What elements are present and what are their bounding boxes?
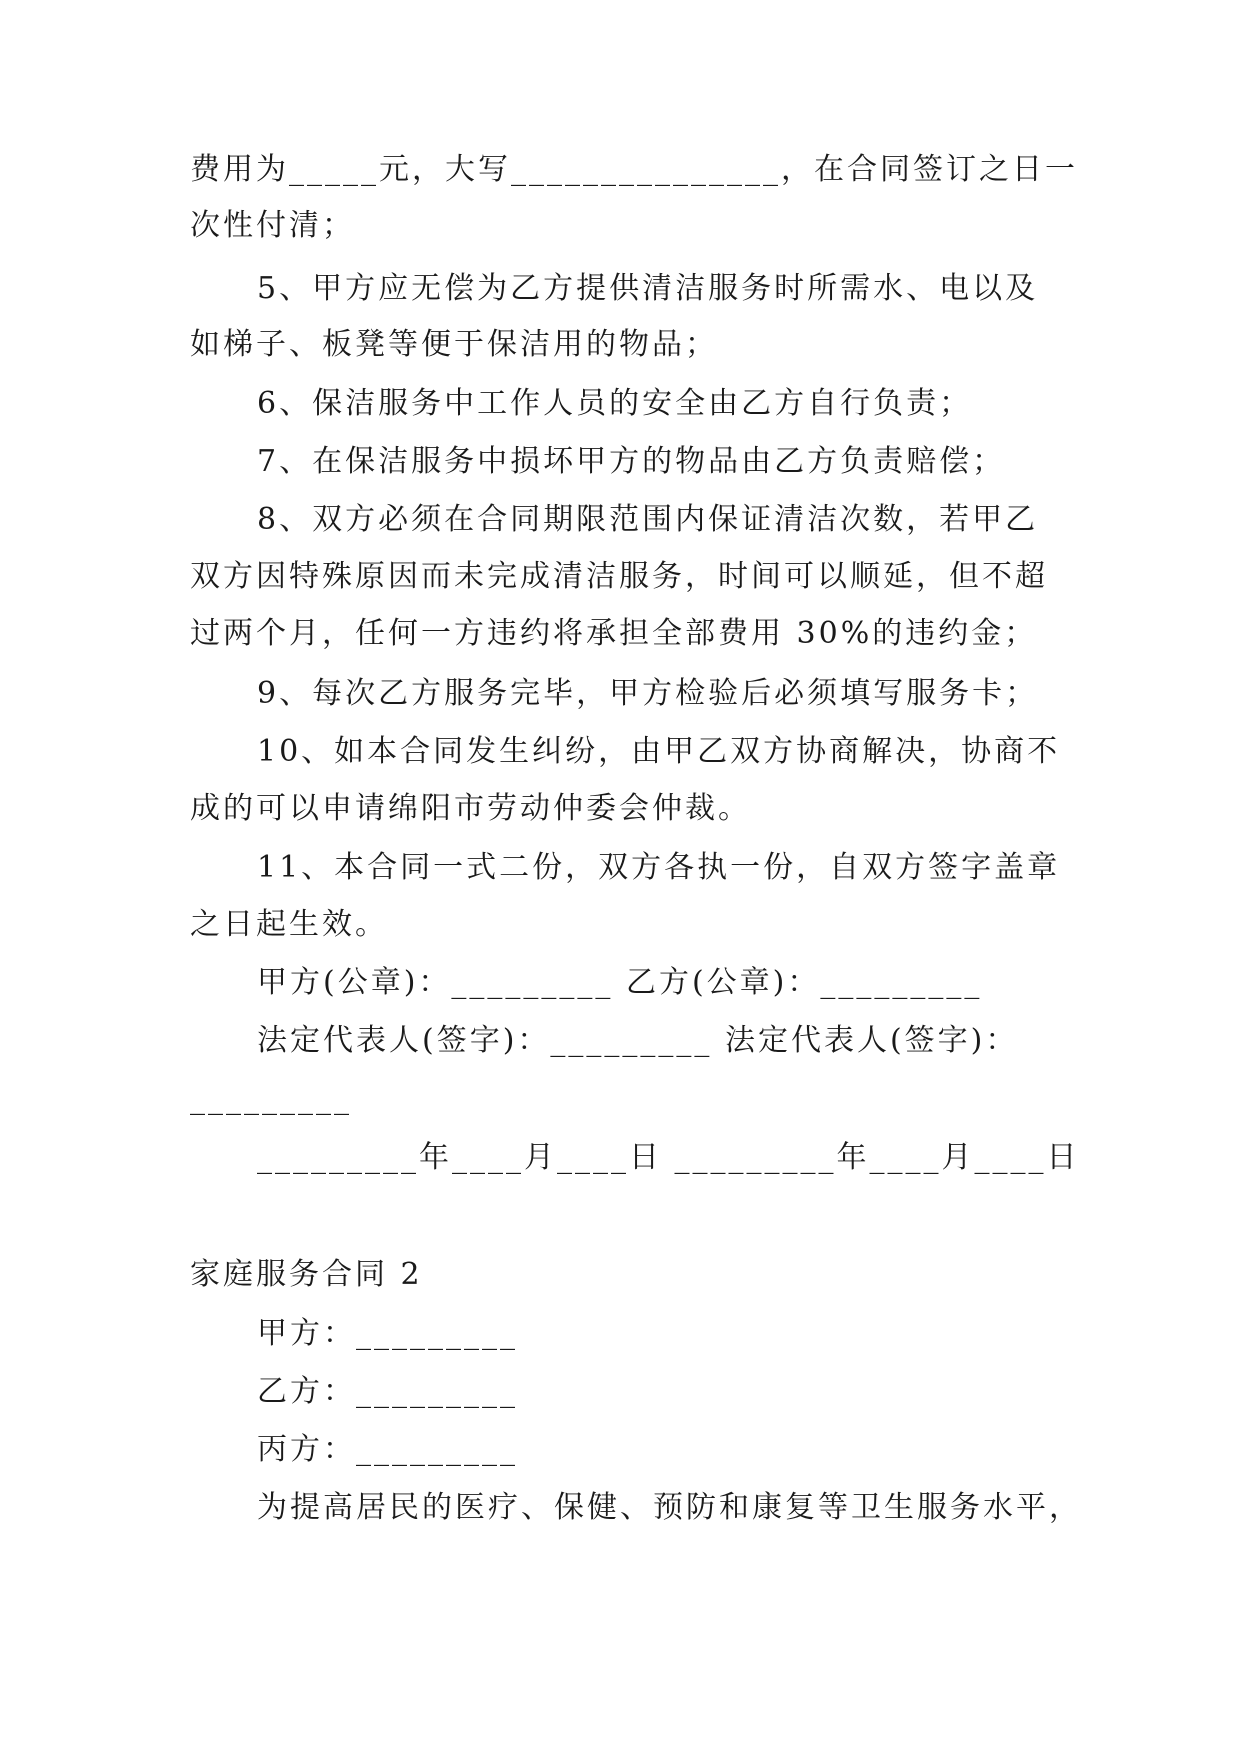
date-line: _________年____月____日 _________年____月____日 xyxy=(257,1140,1080,1175)
party-c-line: 丙方：_________ xyxy=(257,1432,518,1467)
clause-10-line-2: 成的可以申请绵阳市劳动仲委会仲裁。 xyxy=(190,791,751,826)
party-a-line: 甲方：_________ xyxy=(257,1316,518,1351)
clause-5-line-2: 如梯子、板凳等便于保洁用的物品； xyxy=(190,327,718,362)
paragraph-line-fee: 费用为_____元，大写_______________，在合同签订之日一 xyxy=(190,152,1078,187)
clause-5-line-1: 5、甲方应无偿为乙方提供清洁服务时所需水、电以及 xyxy=(257,271,1039,306)
party-b-line: 乙方：_________ xyxy=(257,1374,518,1409)
clause-9: 9、每次乙方服务完毕，甲方检验后必须填写服务卡； xyxy=(257,676,1039,711)
purpose-paragraph-line: 为提高居民的医疗、保健、预防和康复等卫生服务水平， xyxy=(257,1490,1082,1525)
clause-11-line-1: 11、本合同一式二份，双方各执一份，自双方签字盖章 xyxy=(257,850,1061,885)
clause-8-line-3: 过两个月，任何一方违约将承担全部费用 30%的违约金； xyxy=(190,616,1038,651)
clause-6: 6、保洁服务中工作人员的安全由乙方自行负责； xyxy=(257,386,973,421)
legal-representative-line: 法定代表人(签字)：_________ 法定代表人(签字)： xyxy=(257,1023,1019,1058)
clause-11-line-2: 之日起生效。 xyxy=(190,907,388,942)
section-title-contract-2: 家庭服务合同 2 xyxy=(190,1257,423,1292)
legal-representative-blank: _________ xyxy=(190,1081,352,1116)
clause-10-line-1: 10、如本合同发生纠纷，由甲乙双方协商解决，协商不 xyxy=(257,734,1061,769)
clause-7: 7、在保洁服务中损坏甲方的物品由乙方负责赔偿； xyxy=(257,444,1006,479)
paragraph-line-payment: 次性付清； xyxy=(190,208,355,243)
clause-8-line-1: 8、双方必须在合同期限范围内保证清洁次数，若甲乙 xyxy=(257,502,1039,537)
signature-seals-line: 甲方(公章)：_________ 乙方(公章)：_________ xyxy=(257,965,983,1000)
clause-8-line-2: 双方因特殊原因而未完成清洁服务，时间可以顺延，但不超 xyxy=(190,559,1048,594)
